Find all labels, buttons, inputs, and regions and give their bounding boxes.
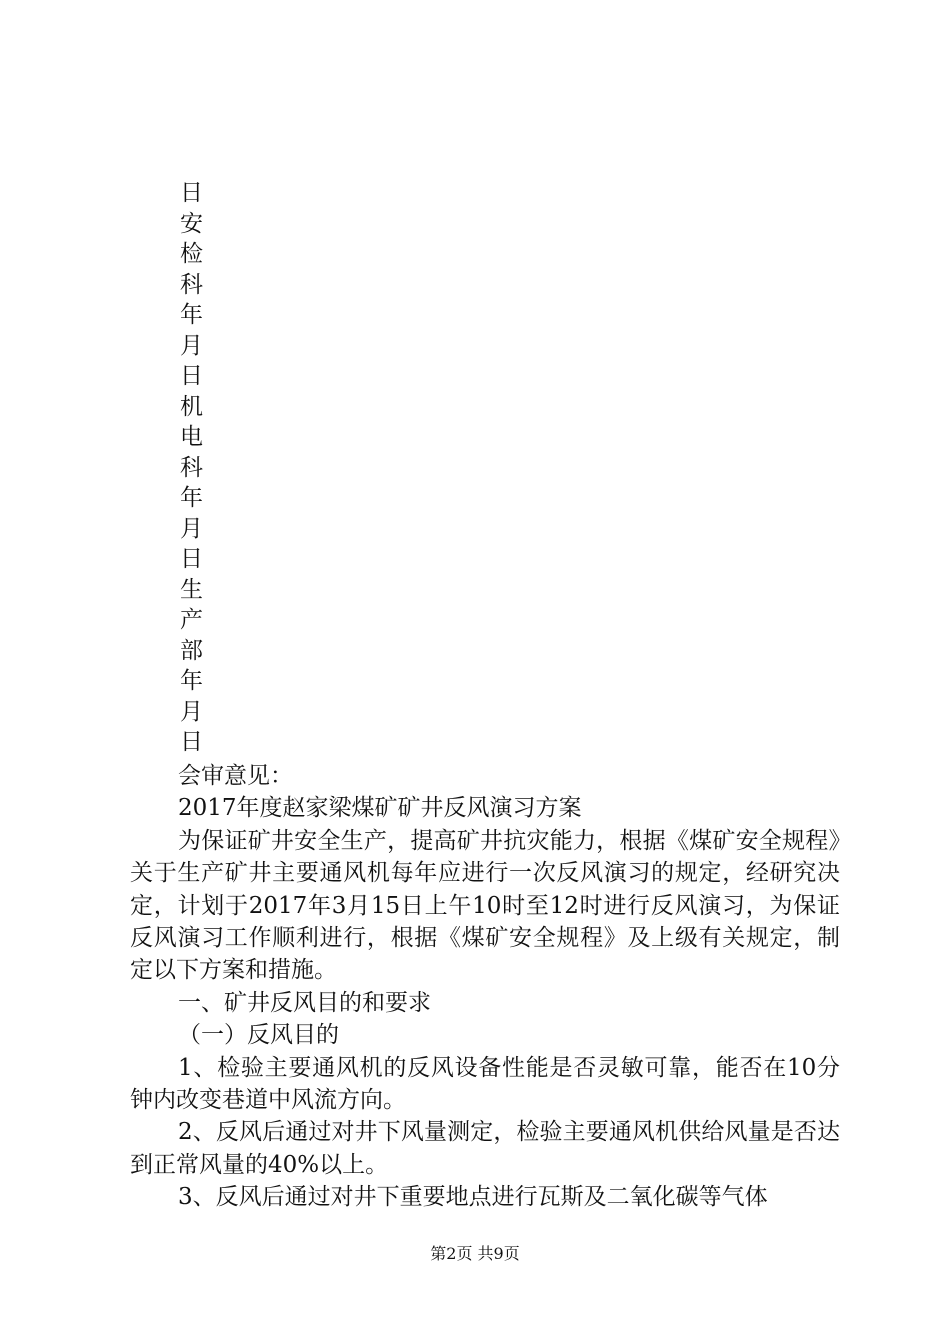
signature-char: 检 — [180, 241, 203, 267]
signature-char: 月 — [180, 332, 203, 359]
signature-char: 月 — [180, 698, 203, 725]
signature-char: 产 — [180, 607, 203, 633]
signature-char: 日 — [180, 546, 203, 572]
intro-paragraph: 为保证矿井安全生产，提高矿井抗灾能力，根据《煤矿安全规程》关于生产矿井主要通风机每年应进行一次反风演习的规定，经研究决定，计划于2017年3月15日上午10时至12时进行反风演习，为保证反风演习工作顺利进行，根据《煤矿安全规程》及上级有关规定，制定以下方案和措施。 — [130, 827, 840, 984]
section-heading: 一、矿井反风目的和要求 — [178, 989, 431, 1016]
signature-char: 日 — [180, 729, 203, 755]
plan-title: 2017年度赵家梁煤矿矿井反风演习方案 — [178, 795, 582, 822]
document-body — [130, 760, 840, 1214]
signature-char: 年 — [180, 485, 203, 511]
list-item: 2、反风后通过对井下风量测定，检验主要通风机供给风量是否达到正常风量的40%以上。 — [130, 1119, 840, 1178]
subsection-heading: （一）反风目的 — [178, 1022, 339, 1049]
signature-char: 科 — [180, 454, 203, 481]
review-heading: 会审意见： — [178, 763, 293, 789]
list-item: 3、反风后通过对井下重要地点进行瓦斯及二氧化碳等气体 — [178, 1184, 768, 1211]
signature-char: 日 — [180, 363, 203, 389]
signature-char: 电 — [180, 424, 203, 450]
signature-char: 月 — [180, 515, 203, 542]
signature-char: 日 — [180, 180, 203, 206]
signature-char: 机 — [180, 393, 203, 420]
signature-char: 年 — [180, 668, 203, 694]
page-footer: 第2页 共9页 — [430, 1244, 520, 1263]
signature-char: 生 — [180, 576, 203, 603]
signature-column — [180, 178, 210, 758]
signature-char: 部 — [180, 637, 203, 664]
signature-char: 年 — [180, 302, 203, 328]
signature-char: 安 — [180, 210, 203, 237]
signature-char: 科 — [180, 271, 203, 298]
list-item: 1、检验主要通风机的反风设备性能是否灵敏可靠，能否在10分钟内改变巷道中风流方向。 — [130, 1054, 840, 1113]
